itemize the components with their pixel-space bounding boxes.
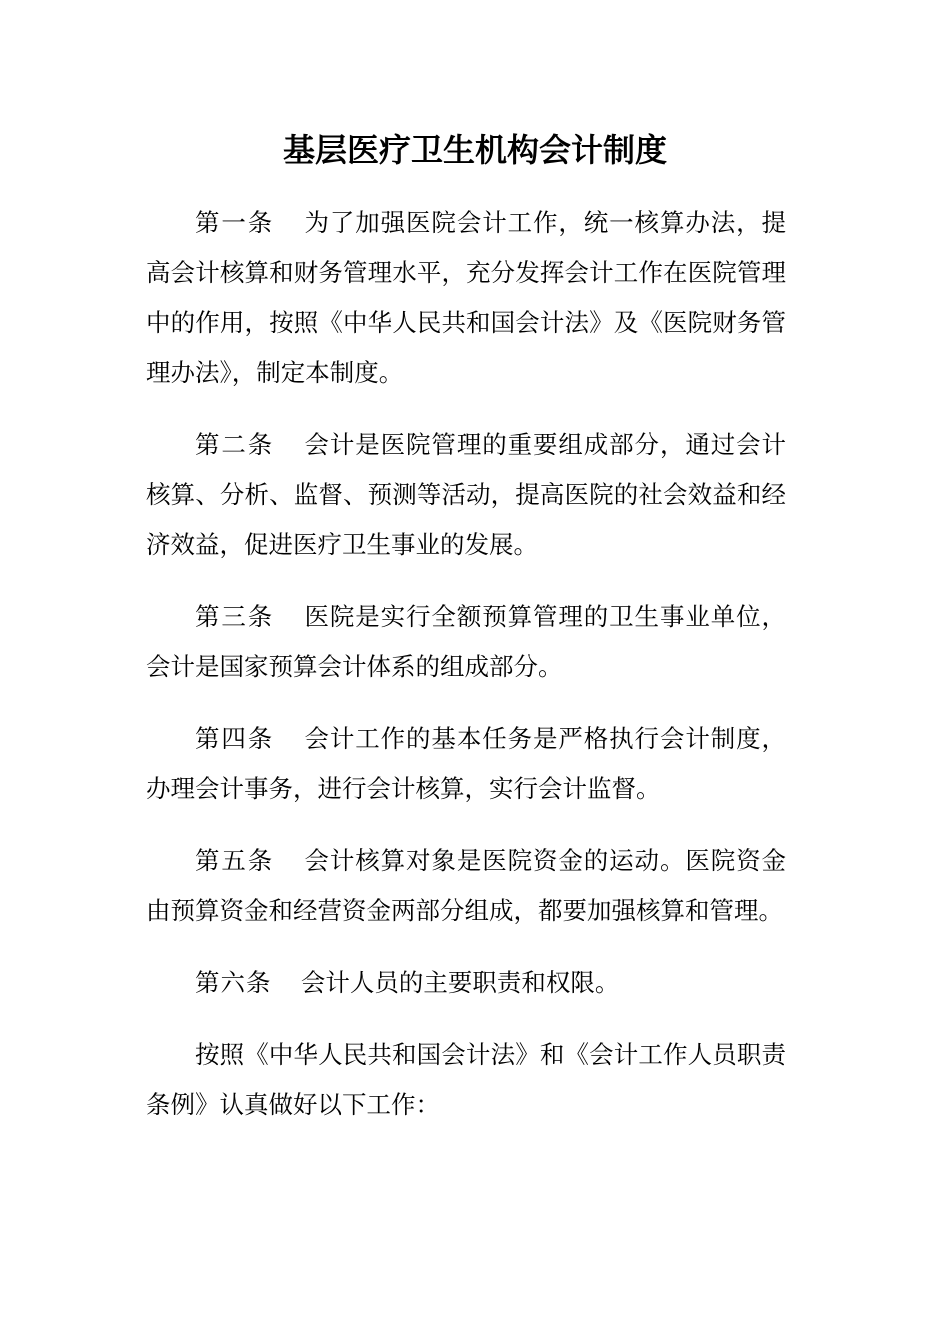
paragraph-text: 会计核算对象是医院资金的运动。医院资金由预算资金和经营资金两部分组成，都要加强核算和管理。 — [146, 846, 787, 925]
article-number: 第二条 — [195, 430, 275, 459]
article-number: 第五条 — [195, 846, 275, 875]
paragraph-article-3 — [146, 592, 786, 692]
paragraph-duties-intro — [146, 1030, 786, 1130]
paragraph-article-1 — [146, 198, 786, 398]
paragraph-article-5 — [146, 836, 786, 936]
paragraph-article-6 — [146, 958, 786, 1008]
paragraph-article-2 — [146, 420, 786, 570]
article-number: 第六条 — [195, 968, 272, 997]
document-title: 基层医疗卫生机构会计制度 — [282, 131, 667, 169]
paragraph-text: 会计人员的主要职责和权限。 — [300, 968, 620, 997]
paragraph-article-4 — [146, 714, 786, 814]
paragraph-text: 医院是实行全额预算管理的卫生事业单位，会计是国家预算会计体系的组成部分。 — [146, 602, 787, 681]
paragraph-text: 会计工作的基本任务是严格执行会计制度，办理会计事务，进行会计核算，实行会计监督。 — [146, 724, 787, 803]
paragraph-text: 为了加强医院会计工作，统一核算办法，提高会计核算和财务管理水平，充分发挥会计工作在医院管理中的作用，按照《中华人民共和国会计法》及《医院财务管理办法》，制定本制度。 — [146, 208, 787, 387]
paragraph-text: 按照《中华人民共和国会计法》和《会计工作人员职责条例》认真做好以下工作： — [146, 1040, 786, 1119]
article-number: 第四条 — [195, 724, 275, 753]
article-number: 第三条 — [195, 602, 275, 631]
paragraph-text: 会计是医院管理的重要组成部分，通过会计核算、分析、监督、预测等活动，提高医院的社会效益和经济效益，促进医疗卫生事业的发展。 — [146, 430, 787, 559]
document-body — [146, 198, 786, 1152]
article-number: 第一条 — [195, 208, 275, 237]
